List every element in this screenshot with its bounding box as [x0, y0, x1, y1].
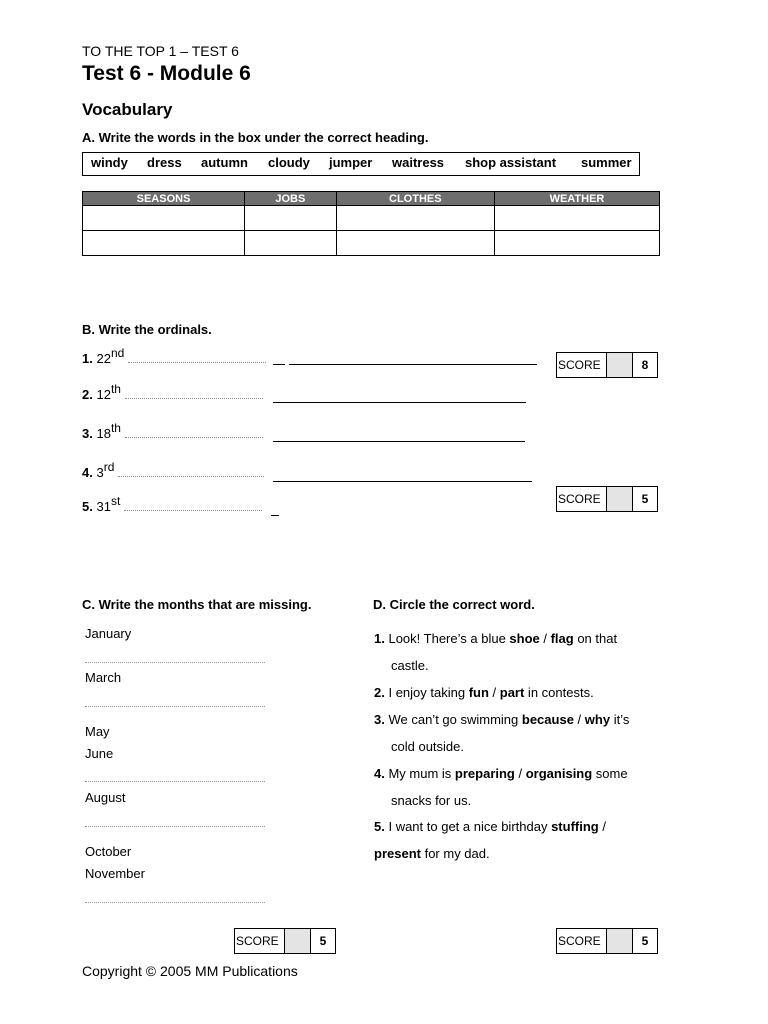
part-a-instruction: A. Write the words in the box under the correct heading.: [82, 130, 429, 145]
answer-cell[interactable]: [336, 206, 494, 231]
sentence-start: Look! There’s a blue: [388, 631, 510, 646]
sentence-start: I enjoy taking: [388, 685, 469, 700]
answer-cell[interactable]: [494, 206, 659, 231]
month-label: November: [85, 866, 145, 881]
circle-item: 4. My mum is preparing / organising some snacks for us.: [374, 766, 628, 808]
month-label: June: [85, 746, 114, 761]
dotted-guide: [124, 500, 262, 511]
ordinal-item: [82, 346, 266, 366]
part-c-instruction: C. Write the months that are missing.: [82, 597, 312, 612]
word-item: dress: [147, 155, 182, 170]
ordinal-suffix: th: [110, 382, 121, 396]
score-label: SCORE: [557, 353, 607, 377]
ordinal-item: [82, 421, 263, 441]
item-number: 3.: [82, 426, 93, 441]
ordinal-base: 31: [96, 499, 111, 514]
dotted-guide: [118, 466, 264, 477]
item-number: 1.: [374, 631, 385, 646]
part-d-instruction: D. Circle the correct word.: [373, 597, 535, 612]
category-table: [82, 191, 660, 256]
item-number: 3.: [374, 712, 385, 727]
ordinal-item: [82, 382, 263, 402]
circle-item: 3. We can’t go swimming because / why it’s cold outside.: [374, 712, 630, 754]
score-max: 5: [319, 934, 327, 948]
heading-seasons: SEASONS: [83, 192, 245, 206]
ordinal-base: 3: [96, 465, 104, 480]
sentence-start: My mum is: [388, 766, 455, 781]
answer-cell[interactable]: [83, 231, 245, 256]
dotted-guide: [125, 388, 263, 399]
month-label: January: [85, 626, 132, 641]
sentence-start: I want to get a nice birthday: [388, 819, 552, 834]
ordinal-base: 12: [96, 387, 111, 402]
ordinal-suffix: st: [110, 494, 121, 508]
heading-weather: WEATHER: [494, 192, 659, 206]
score-max: 5: [641, 492, 649, 506]
word-item: autumn: [201, 155, 248, 170]
sentence-end: in contests.: [524, 685, 594, 700]
dotted-guide: [128, 352, 266, 363]
ordinal-suffix: rd: [103, 460, 115, 474]
ordinal-base: 22: [96, 351, 111, 366]
answer-cell[interactable]: [83, 206, 245, 231]
word-item: jumper: [329, 155, 373, 170]
separator: /: [488, 685, 500, 700]
choice-a[interactable]: fun: [468, 685, 489, 700]
ordinal-item: [82, 460, 264, 480]
item-number: 4.: [82, 465, 93, 480]
choice-a[interactable]: preparing: [454, 766, 515, 781]
answer-cell[interactable]: [245, 231, 337, 256]
part-b-instruction: B. Write the ordinals.: [82, 322, 212, 337]
score-input[interactable]: [285, 929, 311, 953]
score-input[interactable]: [607, 353, 633, 377]
word-item: waitress: [392, 155, 445, 170]
choice-b[interactable]: organising: [525, 766, 593, 781]
separator: /: [539, 631, 551, 646]
month-label: October: [85, 844, 132, 859]
answer-line[interactable]: [271, 515, 279, 516]
choice-b[interactable]: flag: [550, 631, 574, 646]
answer-line[interactable]: [289, 364, 537, 365]
score-max: 5: [641, 934, 649, 948]
item-number: 5.: [374, 819, 385, 834]
item-number: 1.: [82, 351, 93, 366]
circle-item: [374, 679, 664, 706]
ordinal-suffix: th: [110, 421, 121, 435]
month-label: May: [85, 724, 110, 739]
score-box: [556, 352, 658, 378]
score-box: [556, 486, 658, 512]
score-label: SCORE: [557, 487, 607, 511]
answer-line[interactable]: [273, 481, 532, 482]
score-input[interactable]: [607, 487, 633, 511]
word-item: summer: [581, 155, 632, 170]
answer-cell[interactable]: [494, 231, 659, 256]
answer-cell[interactable]: [245, 206, 337, 231]
heading-clothes: CLOTHES: [336, 192, 494, 206]
test-pretitle: TO THE TOP 1 – TEST 6: [82, 43, 239, 59]
circle-item: 1. Look! There’s a blue shoe / flag on that castle.: [374, 631, 618, 673]
month-label: August: [85, 790, 126, 805]
choice-a[interactable]: because: [521, 712, 574, 727]
word-item: cloudy: [268, 155, 310, 170]
choice-a[interactable]: stuffing: [551, 819, 599, 834]
score-label: SCORE: [235, 929, 285, 953]
heading-jobs: JOBS: [245, 192, 337, 206]
month-answer-line[interactable]: [85, 781, 265, 782]
choice-b[interactable]: why: [584, 712, 611, 727]
separator: /: [514, 766, 526, 781]
month-label: March: [85, 670, 122, 685]
month-answer-line[interactable]: [85, 902, 265, 903]
month-answer-line[interactable]: [85, 826, 265, 827]
ordinal-base: 18: [96, 426, 111, 441]
item-number: 2.: [374, 685, 385, 700]
answer-line[interactable]: [273, 441, 525, 442]
dotted-guide: [125, 427, 263, 438]
item-number: 5.: [82, 499, 93, 514]
word-item: windy: [91, 155, 128, 170]
word-item: shop assistant: [465, 155, 557, 170]
answer-line[interactable]: [273, 402, 526, 403]
word-box: [82, 152, 640, 176]
circle-item: 5. I want to get a nice birthday stuffing / present for my dad.: [374, 819, 606, 861]
month-answer-line[interactable]: [85, 662, 265, 663]
ordinal-suffix: nd: [110, 346, 125, 360]
choice-b[interactable]: part: [499, 685, 525, 700]
score-input[interactable]: [607, 929, 633, 953]
score-max: 8: [641, 358, 649, 372]
section-heading: Vocabulary: [82, 100, 173, 119]
copyright: Copyright © 2005 MM Publications: [82, 963, 298, 979]
separator: /: [573, 712, 585, 727]
score-box: [234, 928, 336, 954]
sentence-start: We can’t go swimming: [388, 712, 522, 727]
item-number: 4.: [374, 766, 385, 781]
score-label: SCORE: [557, 929, 607, 953]
choice-b[interactable]: present: [374, 846, 421, 861]
score-box: [556, 928, 658, 954]
answer-cell[interactable]: [336, 231, 494, 256]
item-number: 2.: [82, 387, 93, 402]
answer-line[interactable]: [273, 364, 285, 365]
choice-a[interactable]: shoe: [509, 631, 540, 646]
month-answer-line[interactable]: [85, 706, 265, 707]
page-title: Test 6 - Module 6: [82, 62, 251, 85]
ordinal-item: [82, 494, 262, 514]
